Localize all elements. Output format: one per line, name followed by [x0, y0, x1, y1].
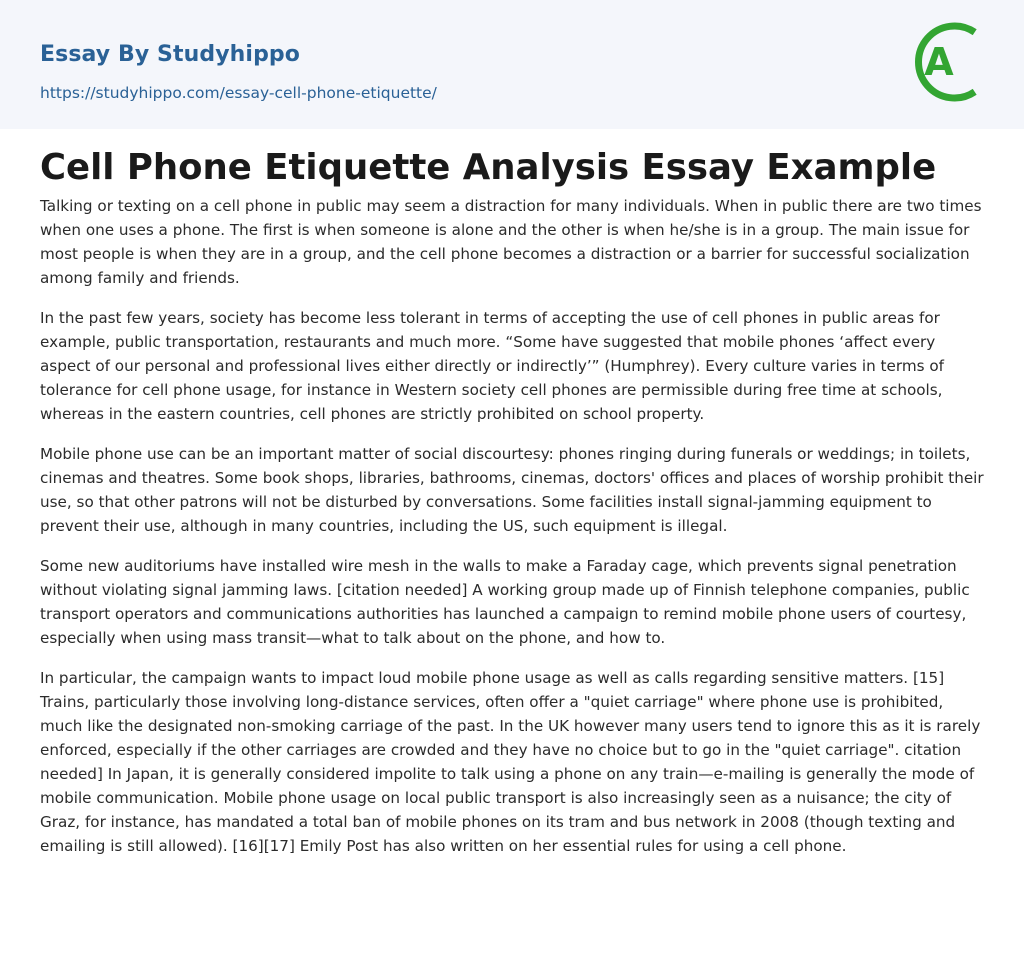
essay-paragraph: Some new auditoriums have installed wire mesh in the walls to make a Faraday cage, which prevents signal penetration without violating signal jamming laws. [citation needed] A working group made up of Finnish telephone companies, public transport operators and communications authorities has launched a campaign to remind mobile phone users of courtesy, especially when using mass transit—what to talk about on the phone, and how to.: [40, 557, 970, 647]
essay-paragraph: In the past few years, society has become less tolerant in terms of accepting the use of cell phones in public areas for example, public transportation, restaurants and much more. “Some have suggested that mobile phones ‘affect every aspect of our personal and professional lives either directly or indirectly’” (Humphrey). Every culture varies in terms of tolerance for cell phone usage, for instance in Western society cell phones are permissible during free time at schools, whereas in the eastern countries, cell phones are strictly prohibited on school property.: [40, 309, 945, 423]
page-url-link[interactable]: https://studyhippo.com/essay-cell-phone-etiquette/: [40, 84, 437, 102]
essay-paragraph: In particular, the campaign wants to impact loud mobile phone usage as well as calls regarding sensitive matters. [15] Trains, particularly those involving long-distance services, often offer a "quiet carriage" where phone use is prohibited, much like the designated non-smoking carriage of the past. In the UK however many users tend to ignore this as it is rarely enforced, especially if the other carriages are crowded and they have no choice but to go in the "quiet carriage". citation needed] In Japan, it is generally considered impolite to talk using a phone on any train—e-mailing is generally the mode of mobile communication. Mobile phone usage on local public transport is also increasingly seen as a nuisance; the city of Graz, for instance, has mandated a total ban of mobile phones on its tram and bus network in 2008 (though texting and emailing is still allowed). [16][17] Emily Post has also written on her essential rules for using a cell phone.: [40, 669, 981, 855]
logo-letter: A: [924, 40, 954, 84]
studyhippo-logo-icon[interactable]: [912, 19, 988, 105]
essay-paragraph: Talking or texting on a cell phone in public may seem a distraction for many individuals. When in public there are two times when one uses a phone. The first is when someone is alone and the other is when he/she is in a group. The main issue for most people is when they are in a group, and the cell phone becomes a distraction or a barrier for successful socialization among family and friends.: [40, 197, 982, 287]
essay-paragraph: Mobile phone use can be an important matter of social discourtesy: phones ringing during funerals or weddings; in toilets, cinemas and theatres. Some book shops, libraries, bathrooms, cinemas, doctors' offices and places of worship prohibit their use, so that other patrons will not be disturbed by conversations. Some facilities install signal-jamming equipment to prevent their use, although in many countries, including the US, such equipment is illegal.: [40, 445, 984, 535]
site-header: [0, 0, 1024, 129]
page-title: Cell Phone Etiquette Analysis Essay Example: [40, 147, 937, 188]
brand-name[interactable]: Essay By Studyhippo: [40, 42, 300, 67]
essay-body: [40, 194, 986, 874]
